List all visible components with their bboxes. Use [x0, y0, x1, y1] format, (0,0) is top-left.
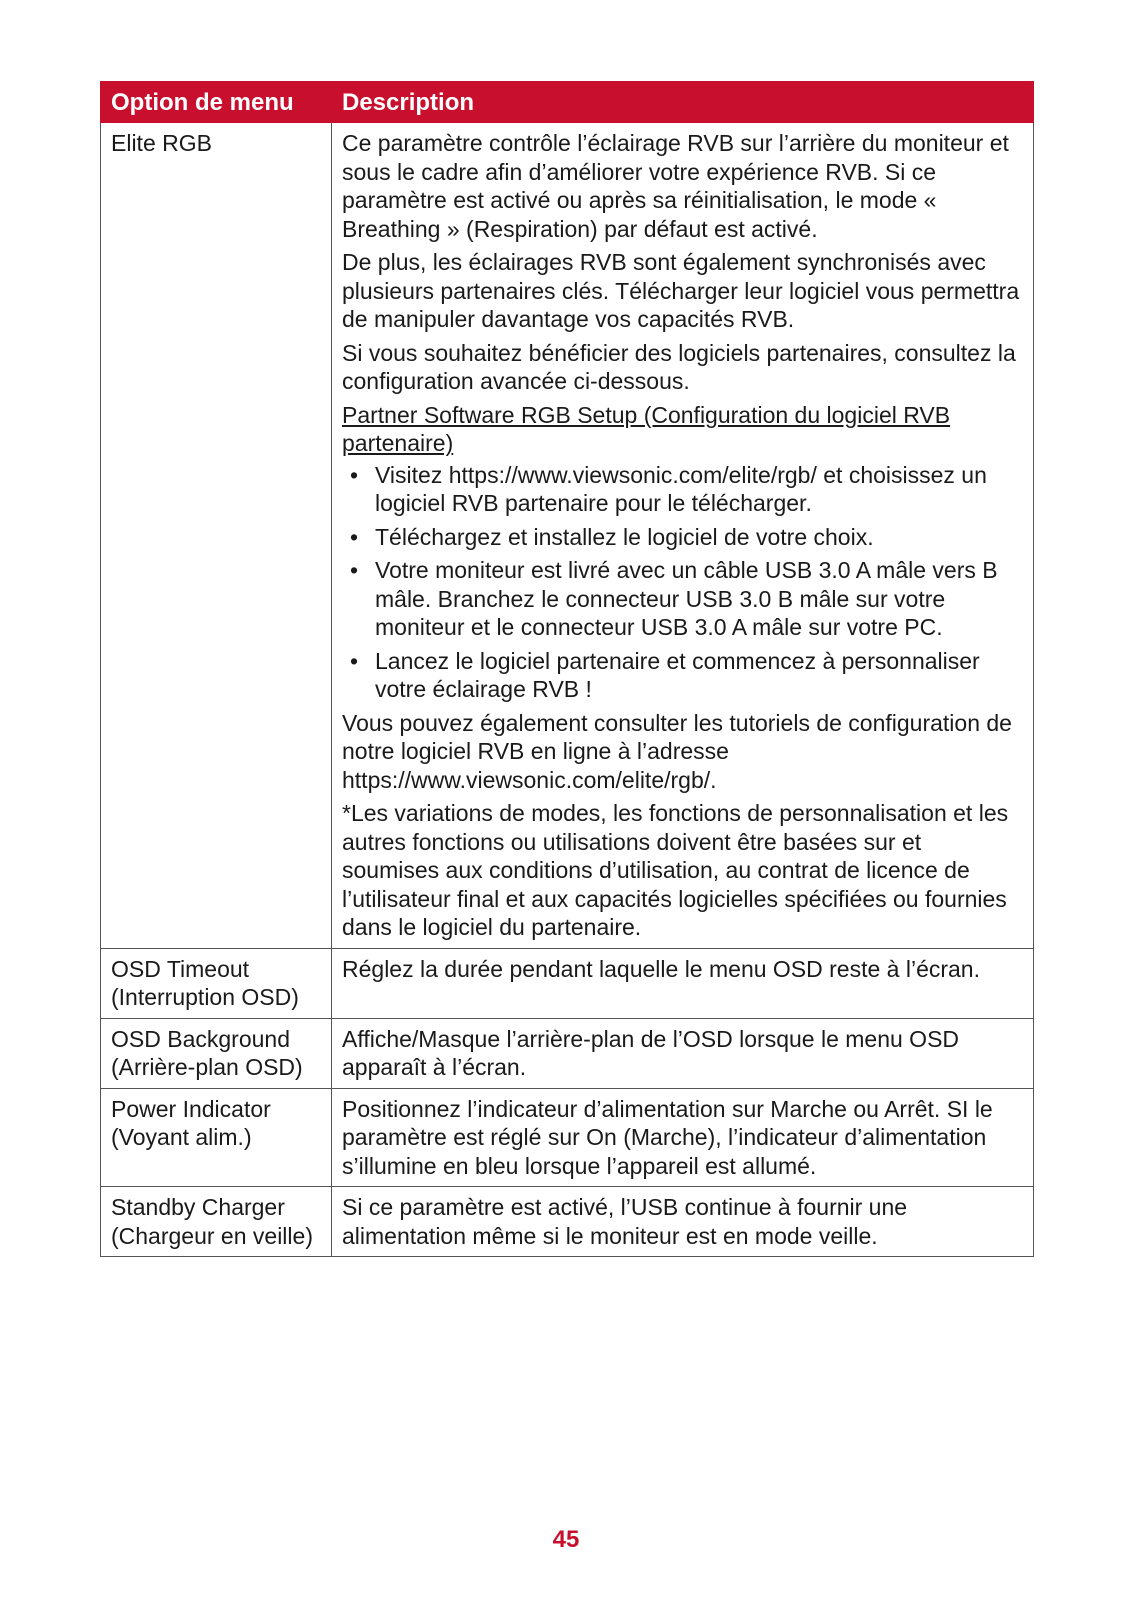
bullet-icon: •	[350, 647, 359, 674]
list-item	[342, 556, 1024, 642]
list-item	[342, 523, 1024, 552]
header-description: Description	[332, 82, 1034, 123]
description-cell: Si ce paramètre est activé, l’USB continue à fournir une alimentation même si le moniteur est en mode veille.	[332, 1187, 1034, 1257]
description-cell: Affiche/Masque l’arrière-plan de l’OSD lorsque le menu OSD apparaît à l’écran.	[332, 1018, 1034, 1088]
option-cell: OSD Background (Arrière-plan OSD)	[101, 1018, 332, 1088]
list-item	[342, 647, 1024, 704]
option-cell: Standby Charger (Chargeur en veille)	[101, 1187, 332, 1257]
option-cell: Power Indicator (Voyant alim.)	[101, 1088, 332, 1187]
description-paragraph: De plus, les éclairages RVB sont également synchronisés avec plusieurs partenaires clés. Télécharger leur logiciel vous permettra de manipuler davantage vos capacités RVB.	[342, 249, 1020, 332]
list-item-text: Lancez le logiciel partenaire et commencez à personnaliser votre éclairage RVB !	[375, 647, 980, 702]
list-item-text: Votre moniteur est livré avec un câble USB 3.0 A mâle vers B mâle. Branchez le connecteur USB 3.0 B mâle sur votre moniteur et le connecteur USB 3.0 A mâle sur votre PC.	[375, 557, 998, 640]
bullet-icon: •	[350, 461, 359, 488]
description-cell: Réglez la durée pendant laquelle le menu OSD reste à l’écran.	[332, 948, 1034, 1018]
menu-options-table	[100, 81, 1034, 1257]
description-paragraph: Si vous souhaitez bénéficier des logiciels partenaires, consultez la configuration avancée ci-dessous.	[342, 339, 1016, 394]
partner-setup-heading: Partner Software RGB Setup (Configuration du logiciel RVB partenaire)	[342, 401, 951, 456]
setup-steps-list	[342, 461, 1024, 704]
list-item-text: Téléchargez et installez le logiciel de votre choix.	[375, 523, 874, 550]
option-cell: Elite RGB	[101, 123, 332, 949]
table-row	[101, 948, 1034, 1018]
bullet-icon: •	[350, 523, 359, 550]
bullet-icon: •	[350, 557, 359, 583]
list-item-text: Visitez https://www.viewsonic.com/elite/rgb/ et choisissez un logiciel RVB partenaire pour le télécharger.	[375, 461, 987, 516]
list-item	[342, 461, 1024, 518]
table-row	[101, 1018, 1034, 1088]
description-paragraph: *Les variations de modes, les fonctions de personnalisation et les autres fonctions ou utilisations doivent être basées sur et soumises aux conditions d’utilisation, au contrat de licence de l’utilisateur final et aux capacités logicielles spécifiées ou fournies dans le logiciel du partenaire.	[342, 800, 1009, 940]
description-cell	[332, 123, 1034, 949]
table-row	[101, 1187, 1034, 1257]
page-number: 45	[552, 1526, 580, 1553]
option-cell: OSD Timeout (Interruption OSD)	[101, 948, 332, 1018]
description-paragraph: Vous pouvez également consulter les tutoriels de configuration de notre logiciel RVB en ligne à l’adresse https://www.viewsonic.com/elite/rgb/.	[342, 709, 1012, 793]
header-option: Option de menu	[101, 82, 332, 123]
description-cell: Positionnez l’indicateur d’alimentation sur Marche ou Arrêt. SI le paramètre est réglé sur On (Marche), l’indicateur d’alimentation s’illumine en bleu lorsque l’appareil est allumé.	[332, 1088, 1034, 1187]
table-row	[101, 123, 1034, 949]
table-header-row	[101, 82, 1034, 123]
table-row	[101, 1088, 1034, 1187]
description-paragraph: Ce paramètre contrôle l’éclairage RVB sur l’arrière du moniteur et sous le cadre afin d’améliorer votre expérience RVB. Si ce paramètre est activé ou après sa réinitialisation, le mode « Breathing » (Respiration) par défaut est activé.	[342, 130, 1009, 242]
